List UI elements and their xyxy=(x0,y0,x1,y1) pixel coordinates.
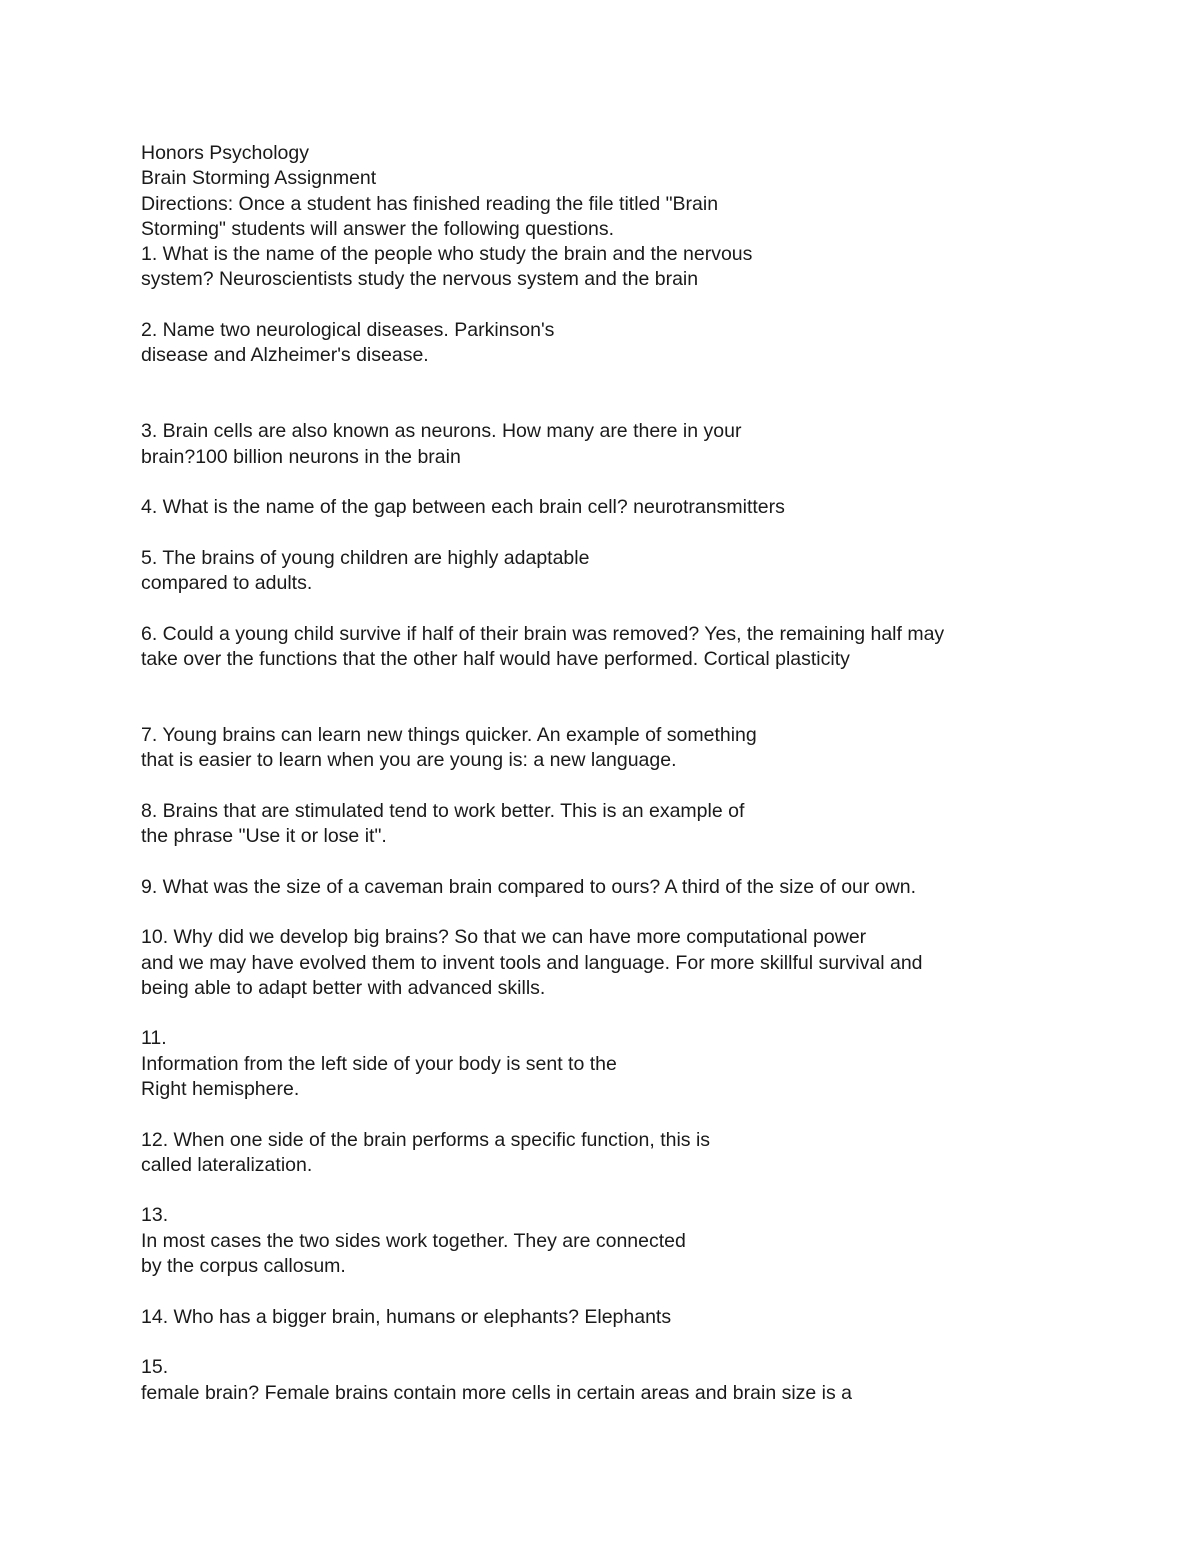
question-line: 11. xyxy=(141,1027,167,1050)
question-12 xyxy=(141,1128,1081,1179)
question-line: 15. xyxy=(141,1356,169,1379)
question-line: and we may have evolved them to invent tools and language. For more skillful survival and xyxy=(141,951,923,974)
question-7 xyxy=(141,723,1081,774)
question-5 xyxy=(141,546,1081,597)
question-6 xyxy=(141,622,1081,673)
question-2 xyxy=(141,318,1081,369)
course-title: Honors Psychology xyxy=(141,142,309,164)
question-line: system? Neuroscientists study the nervous system and the brain xyxy=(141,268,699,291)
document-body xyxy=(141,141,1081,1406)
question-line: being able to adapt better with advanced skills. xyxy=(141,976,546,999)
question-line: 3. Brain cells are also known as neurons. How many are there in your xyxy=(141,420,742,443)
question-line: called lateralization. xyxy=(141,1153,313,1176)
question-line: 2. Name two neurological diseases. Parkinson's xyxy=(141,319,555,342)
question-line: Right hemisphere. xyxy=(141,1077,300,1100)
document-header xyxy=(141,141,1081,242)
question-line: take over the functions that the other half would have performed. Cortical plasticity xyxy=(141,647,850,670)
question-line: 12. When one side of the brain performs a specific function, this is xyxy=(141,1128,711,1151)
question-line: that is easier to learn when you are young is: a new language. xyxy=(141,749,677,772)
question-line: In most cases the two sides work together. They are connected xyxy=(141,1229,686,1252)
directions-text: Directions: Once a student has finished reading the file titled "Brain xyxy=(141,192,719,215)
question-line: 6. Could a young child survive if half of their brain was removed? Yes, the remaining half may xyxy=(141,622,945,645)
question-line: female brain? Female brains contain more cells in certain areas and brain size is a xyxy=(141,1381,853,1404)
question-4 xyxy=(141,495,1081,520)
question-8 xyxy=(141,799,1081,850)
question-line: 14. Who has a bigger brain, humans or elephants? Elephants xyxy=(141,1305,672,1328)
question-line: by the corpus callosum. xyxy=(141,1255,346,1278)
question-line: Information from the left side of your body is sent to the xyxy=(141,1052,617,1075)
question-line: 8. Brains that are stimulated tend to work better. This is an example of xyxy=(141,799,745,822)
question-line: disease and Alzheimer's disease. xyxy=(141,344,429,367)
question-10 xyxy=(141,925,1081,1001)
question-line: 4. What is the name of the gap between each brain cell? neurotransmitters xyxy=(141,496,785,519)
question-line: 1. What is the name of the people who study the brain and the nervous xyxy=(141,243,753,266)
question-line: 9. What was the size of a caveman brain compared to ours? A third of the size of our own. xyxy=(141,875,916,898)
directions-text: Storming" students will answer the following questions. xyxy=(141,217,614,240)
question-line: brain?100 billion neurons in the brain xyxy=(141,445,461,468)
question-3 xyxy=(141,419,1081,470)
question-11 xyxy=(141,1026,1081,1102)
question-line: the phrase "Use it or lose it". xyxy=(141,825,387,848)
question-14 xyxy=(141,1305,1081,1330)
question-line: 13. xyxy=(141,1204,169,1227)
assignment-title: Brain Storming Assignment xyxy=(141,167,377,190)
question-15 xyxy=(141,1355,1081,1406)
question-line: compared to adults. xyxy=(141,572,313,595)
question-line: 10. Why did we develop big brains? So that we can have more computational power xyxy=(141,926,867,949)
question-9 xyxy=(141,875,1081,900)
question-13 xyxy=(141,1203,1081,1279)
question-line: 5. The brains of young children are highly adaptable xyxy=(141,546,590,569)
question-1 xyxy=(141,242,1081,293)
question-line: 7. Young brains can learn new things quicker. An example of something xyxy=(141,723,757,746)
